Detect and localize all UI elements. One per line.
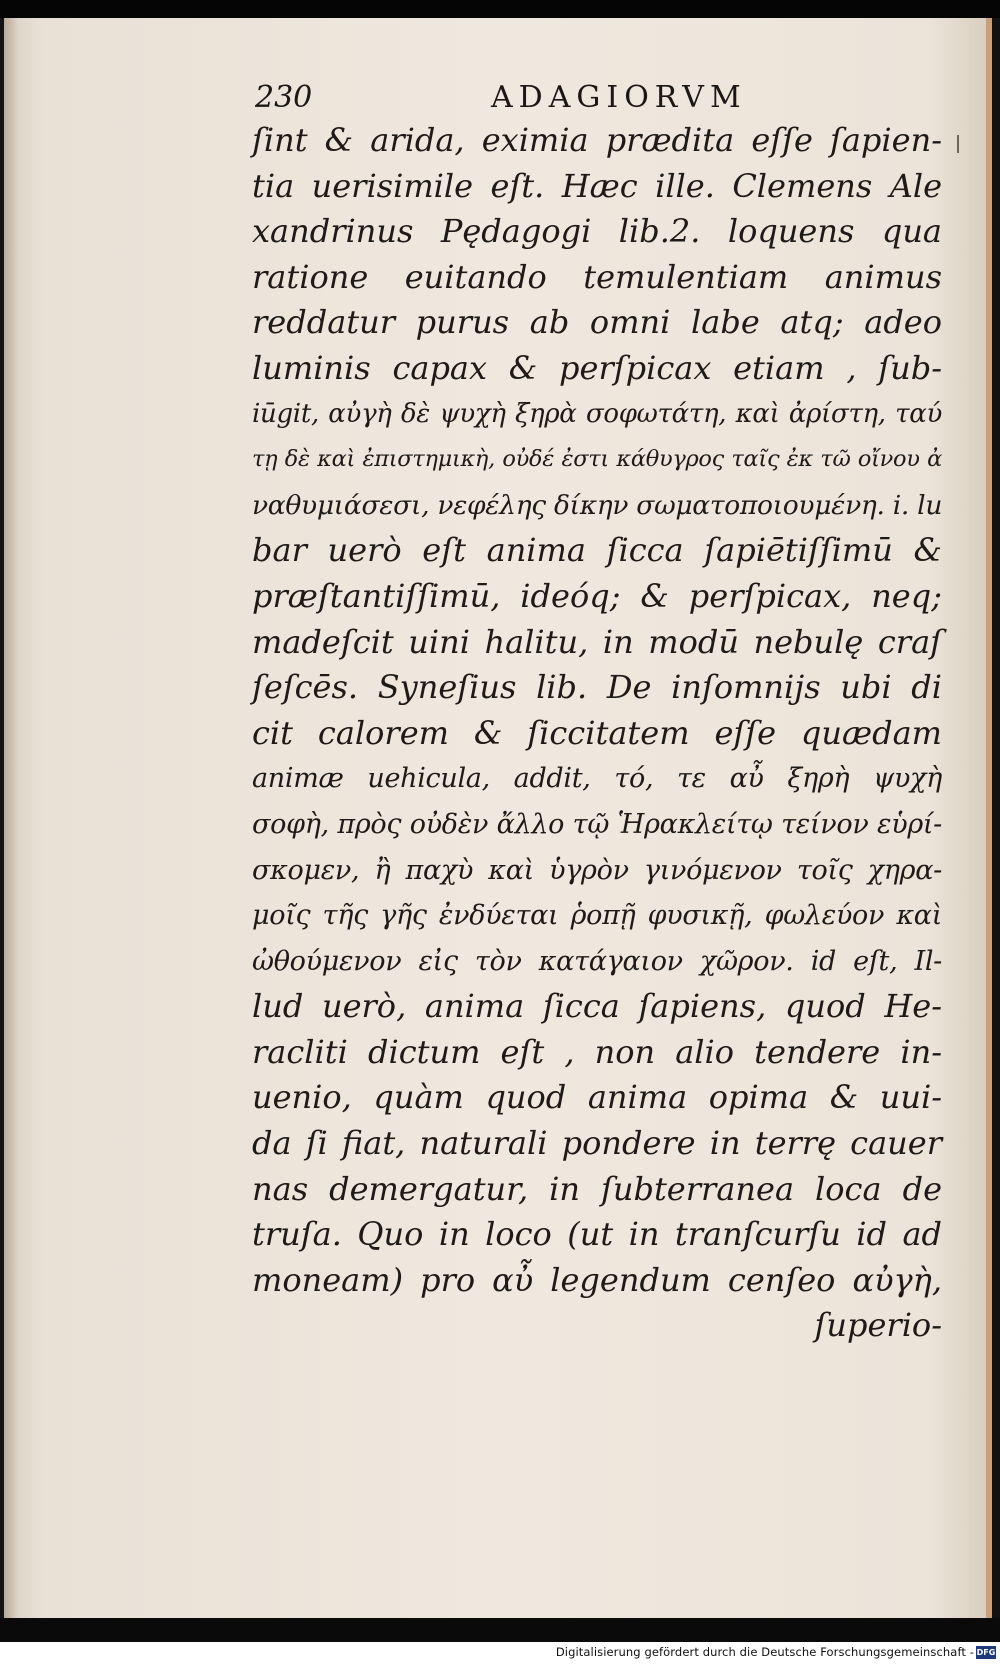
text-line: madeſcit uini halitu, in modū nebulę craſ	[252, 622, 942, 661]
text-line: racliti dictum eſt , non alio tendere in-	[252, 1032, 942, 1071]
page-gutter-shadow	[4, 18, 18, 1618]
dfg-logo: DFG	[976, 1648, 996, 1657]
text-line-greek: ναθυμιάσεσι, νεφέλης δίκην σωματοποιουμένη. i. lu	[252, 489, 943, 521]
page-text	[252, 118, 942, 1349]
text-line: ratione euitando temulentiam animus	[252, 257, 942, 296]
digitization-credit: Digitalisierung gefördert durch die Deutsche Forschungsgemeinschaft -	[555, 1645, 974, 1659]
text-line-greek: animæ uehicula, addit, τό, τε αὖ ξηρὴ ψυχὴ	[252, 763, 942, 795]
top-scan-border	[0, 0, 1000, 18]
text-line-greek: σκομεν, ἢ παχὺ καὶ ὑγρὸν γινόμενον τοῖς χηρα-	[252, 854, 942, 886]
running-title: ADAGIORVM	[491, 80, 747, 115]
text-line: xandrinus Pędagogi lib.2. loquens qua	[252, 212, 942, 251]
text-line: præſtantiſſimū, ideóq; & perſpicax, neq;	[252, 576, 942, 615]
text-line: da ſi fiat, naturali pondere in terrę cauer	[252, 1124, 942, 1163]
text-line-greek: iūgit, αὐγὴ δὲ ψυχὴ ξηρὰ σοφωτάτη, καὶ ἀρίστη, ταύ	[252, 398, 942, 429]
text-line: ſint & arida, eximia prædita eſſe ſapien-	[252, 121, 942, 159]
margin-mark	[957, 135, 959, 153]
text-line: moneam) pro αὖ legendum cenſeo αὐγὴ,	[252, 1260, 942, 1299]
running-header	[255, 80, 775, 120]
text-line-greek: σοφὴ, πρὸς οὐδὲν ἄλλο τῷ Ἡρακλείτῳ τείνον εὑρί-	[252, 808, 942, 840]
text-line: truſa. Quo in loco (ut in tranſcurſu id ad	[252, 1215, 942, 1254]
text-line: bar uerò eſt anima ſicca ſapiētiſſimū &	[252, 531, 942, 570]
text-line: tia uerisimile eſt. Hæc ille. Clemens Ale	[252, 166, 942, 205]
text-line: uenio, quàm quod anima opima & uui-	[252, 1078, 942, 1117]
text-line: reddatur purus ab omni labe atq; adeo	[252, 303, 942, 342]
catchword: ſuperio-	[814, 1306, 942, 1345]
text-line: cit calorem & ſiccitatem eſſe quædam	[252, 713, 942, 752]
text-line-greek: μοῖς τῆς γῆς ἐνδύεται ῥοπῇ φυσικῇ, φωλεύον καὶ	[252, 900, 942, 932]
text-line-greek: ὠθούμενον εἰς τὸν κατάγαιον χῶρον. id eſt, Il-	[252, 945, 942, 977]
text-line-greek: τῃ δὲ καὶ ἐπιστημικὴ, οὐδέ ἐστι κάθυγρος ταῖς ἐκ τῶ οἴνου ἀ	[252, 446, 942, 473]
page-number: 230	[255, 80, 313, 115]
text-line: nas demergatur, in ſubterranea loca de	[252, 1169, 942, 1208]
text-line: luminis capax & perſpicax etiam , ſub-	[252, 348, 942, 387]
text-line: ſeſcēs. Syneſius lib. De inſomnijs ubi di	[252, 668, 942, 707]
text-line: lud uerò, anima ſicca ſapiens, quod He-	[252, 987, 942, 1026]
